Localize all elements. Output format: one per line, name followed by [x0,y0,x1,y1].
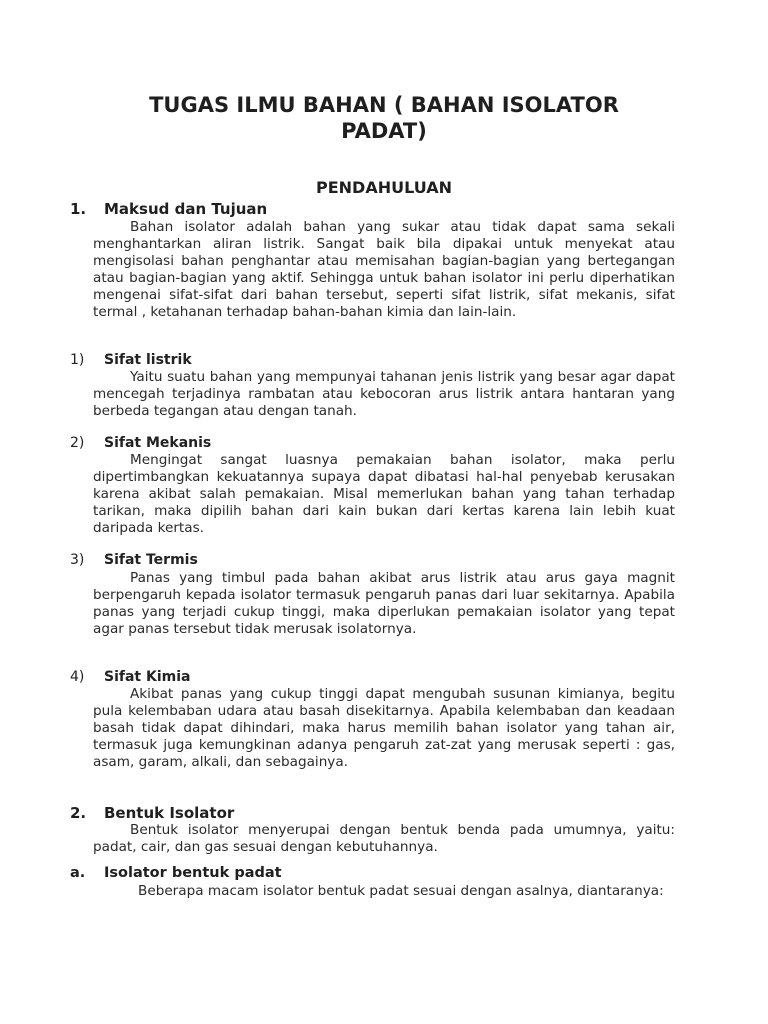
paragraph-maksud-tujuan: Bahan isolator adalah bahan yang sukar atau tidak dapat sama sekali menghantarkan aliran listrik. Sangat baik bila dipakai untuk menyekat atau mengisolasi bahan penghantar atau memisahan bagian-bagian yang bertegangan atau bagian-bagian yang aktif. Sehingga untuk bahan isolator ini perlu diperhatikan mengenai sifat-sifat dari bahan tersebut, seperti sifat listrik, sifat mekanis, sifat termal , ketahanan terhadap bahan-bahan kimia dan lain-lain. [93,219,675,320]
property-number: 3) [70,552,85,568]
section-heading-1 [70,200,267,218]
document-title: TUGAS ILMU BAHAN ( BAHAN ISOLATOR PADAT) [149,93,619,143]
paragraph-sifat-mekanis: Mengingat sangat luasnya pemakaian bahan isolator, maka perlu dipertimbangkan kekuatannya supaya dapat dibatasi hal-hal penyebab kerusakan karena akibat salah pemakaian. Misal memerlukan bahan yang tahan terhadap tarikan, maka dipilih bahan dari kain bukan dari kertas karena lain lebih kuat daripada kertas. [93,452,675,536]
property-label: Sifat Kimia [104,669,191,685]
property-heading-1 [70,352,192,368]
subsection-letter: a. [70,865,86,881]
property-label: Sifat Termis [104,552,198,568]
property-number: 1) [70,352,85,368]
section-title-pendahuluan: PENDAHULUAN [316,178,452,197]
property-label: Sifat listrik [104,352,192,368]
property-label: Sifat Mekanis [104,435,212,451]
section-number: 2. [70,804,87,822]
subsection-heading-a [70,865,282,881]
property-heading-2 [70,435,211,451]
paragraph-sifat-kimia: Akibat panas yang cukup tinggi dapat mengubah susunan kimianya, begitu pula kelembaban udara atau basah disekitarnya. Apabila kelembaban dan keadaan basah tidak dapat dihindari, maka harus memilih bahan isolator yang tahan air, termasuk juga kemungkinan adanya pengaruh zat-zat yang merusak seperti : gas, asam, garam, alkali, dan sebagainya. [93,686,675,770]
paragraph-sifat-listrik: Yaitu suatu bahan yang mempunyai tahanan jenis listrik yang besar agar dapat mencegah terjadinya rambatan atau kebocoran arus listrik antara hantaran yang berbeda tegangan atau dengan tanah. [93,369,675,419]
section-number: 1. [70,200,87,218]
section-label: Bentuk Isolator [104,804,235,822]
property-heading-3 [70,552,198,568]
subsection-label: Isolator bentuk padat [104,865,282,881]
paragraph-bentuk-isolator: Bentuk isolator menyerupai dengan bentuk benda pada umumnya, yaitu: padat, cair, dan gas sesuai dengan kebutuhannya. [93,822,675,855]
paragraph-sifat-termis: Panas yang timbul pada bahan akibat arus listrik atau arus gaya magnit berpengaruh kepada isolator termasuk pengaruh panas dari luar sekitarnya. Apabila panas yang terjadi cukup tinggi, maka diperlukan pemakaian isolator yang tepat agar panas tersebut tidak merusak isolatornya. [93,570,675,637]
property-heading-4 [70,669,190,685]
section-heading-2 [70,804,234,822]
property-number: 2) [70,435,85,451]
section-label: Maksud dan Tujuan [104,200,268,218]
property-number: 4) [70,669,85,685]
paragraph-isolator-padat: Beberapa macam isolator bentuk padat sesuai dengan asalnya, diantaranya: [138,883,664,899]
